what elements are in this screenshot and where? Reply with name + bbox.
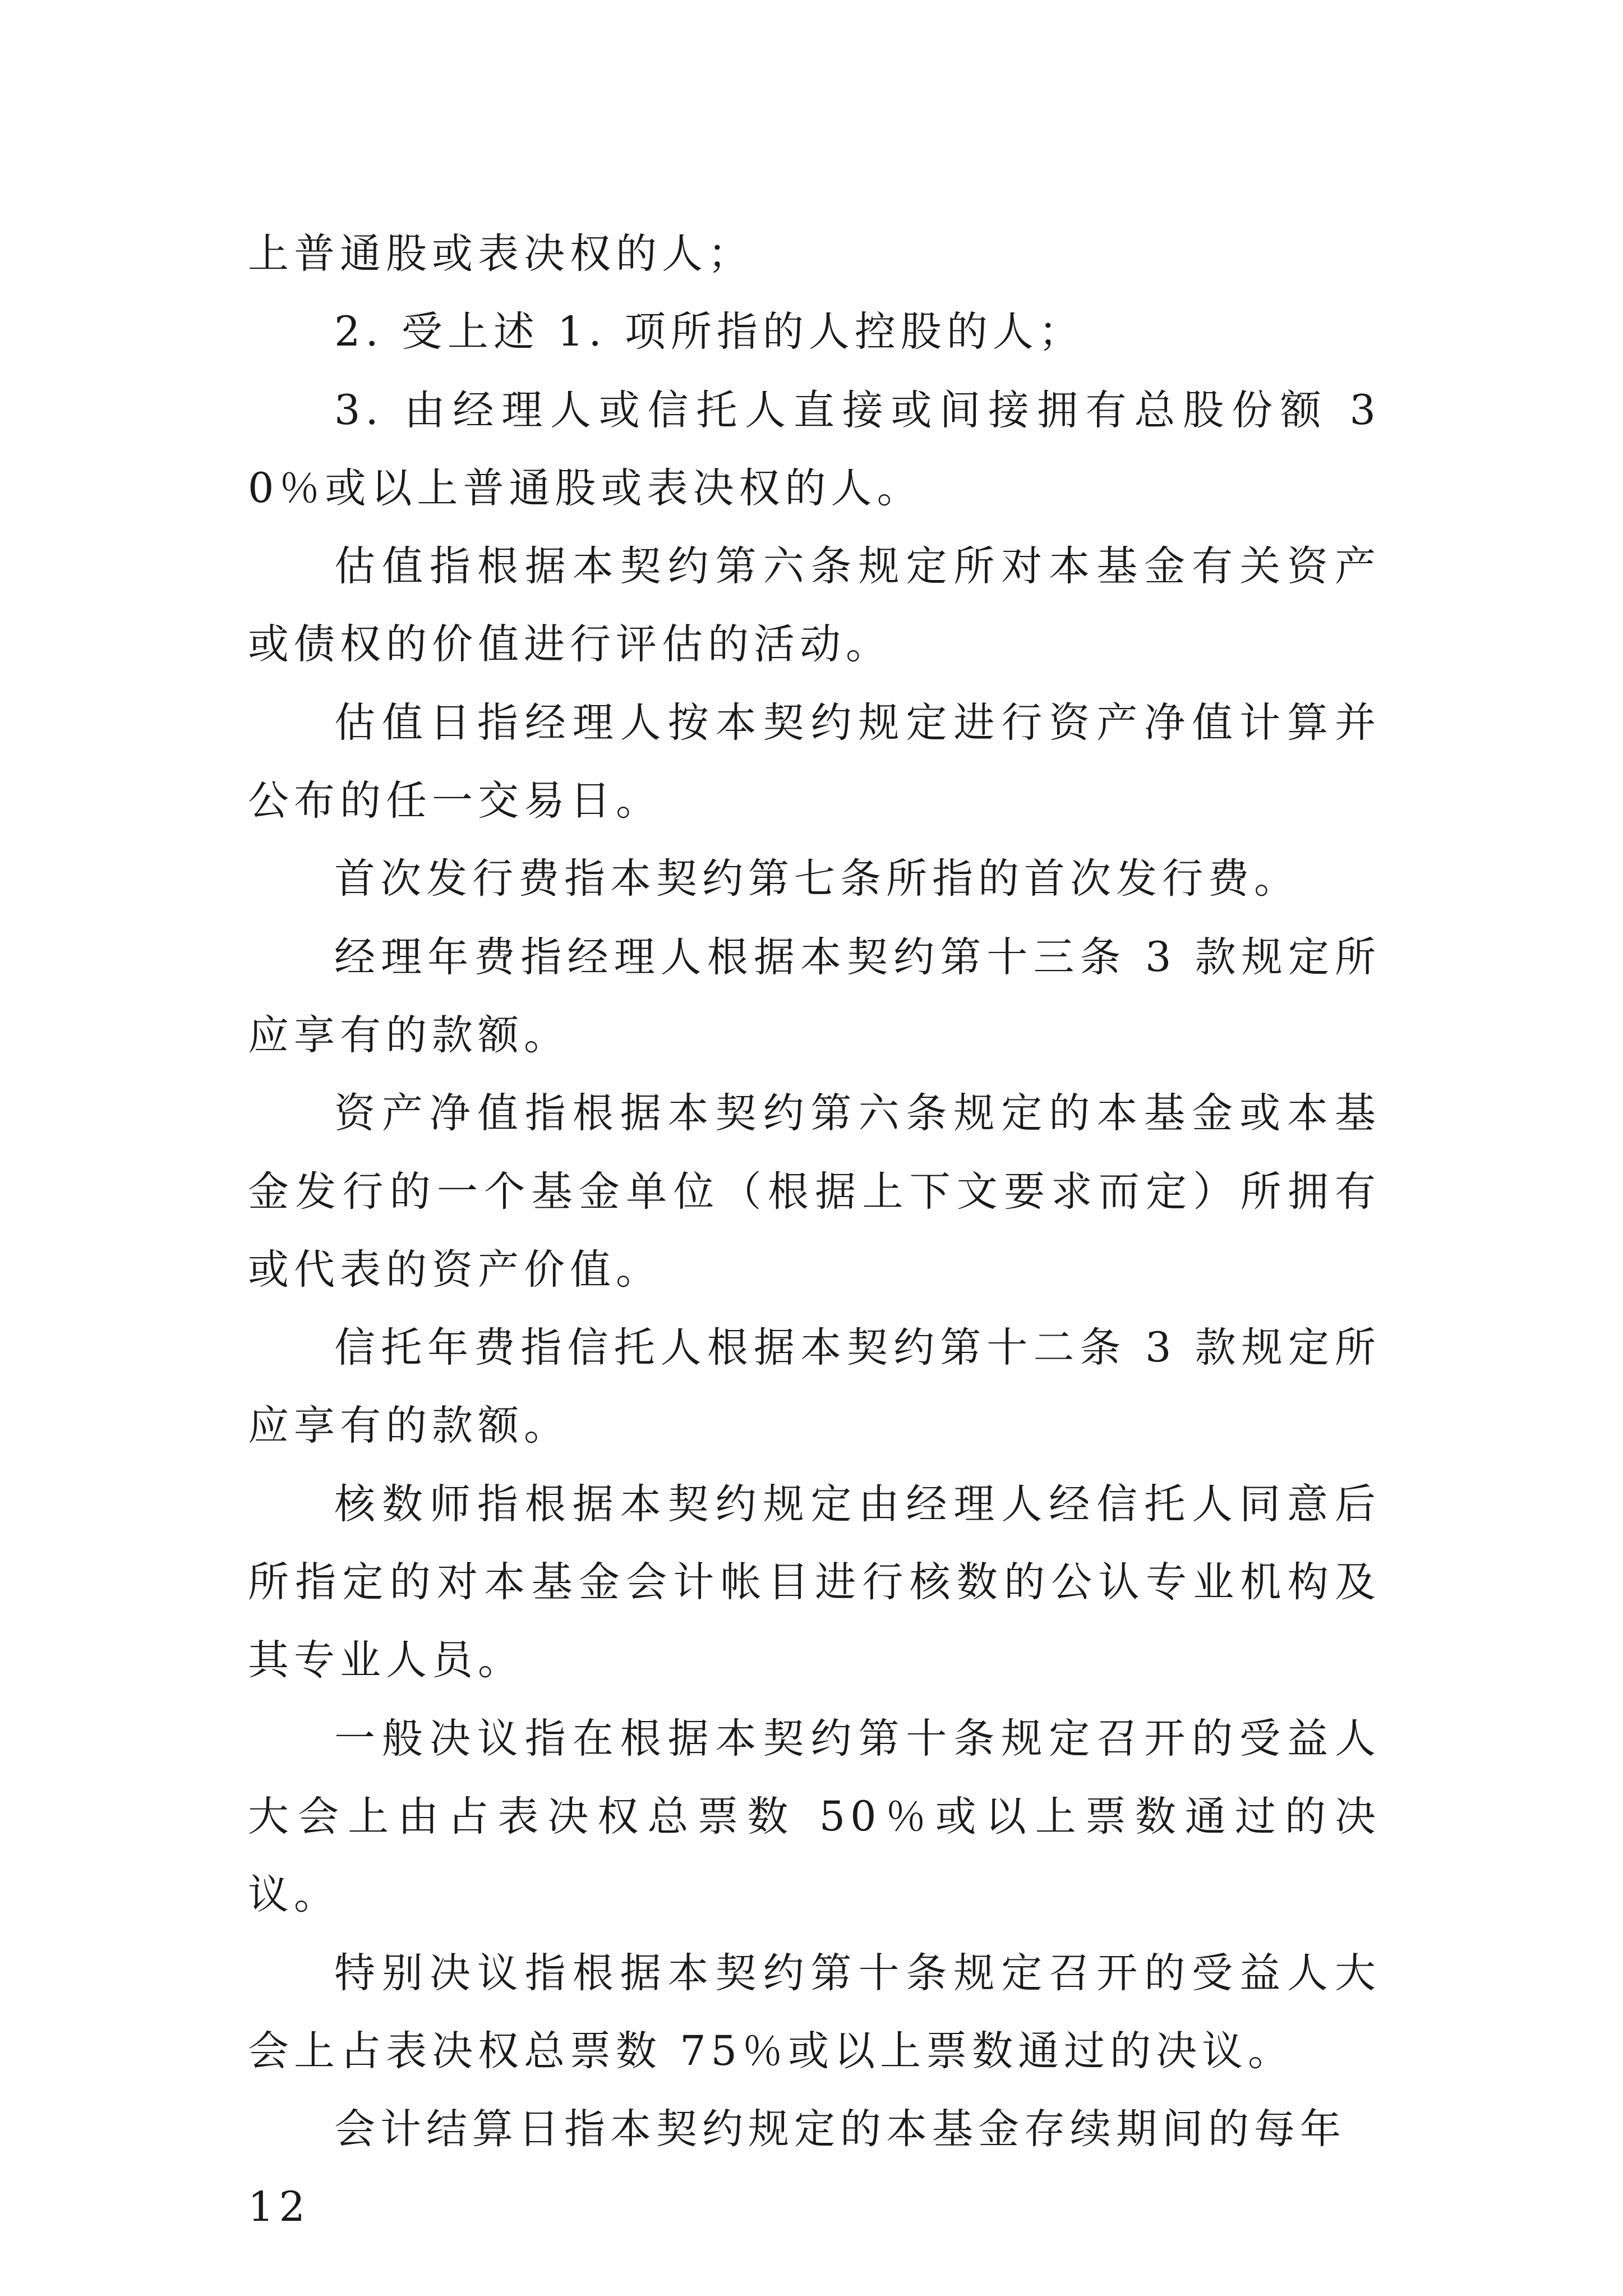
paragraph-initial-issue-fee: 首次发行费指本契约第七条所指的首次发行费。 — [334, 855, 1300, 903]
paragraph-continuation: 上普通股或表决权的人； — [248, 230, 754, 278]
paragraph-special-resolution: 特别决议指根据本契约第十条规定召开的受益人大会上占表决权总票数 75％或以上票数通过的决议。 — [248, 1949, 1381, 2075]
document-body — [248, 215, 1381, 2247]
paragraph-item-2: 2. 受上述 1. 项所指的人控股的人； — [334, 308, 1085, 356]
paragraph-ordinary-resolution: 一般决议指在根据本契约第十条规定召开的受益人大会上由占表决权总票数 50％或以上票数通过的决议。 — [248, 1714, 1381, 1919]
paragraph-net-asset-value: 资产净值指根据本契约第六条规定的本基金或本基金发行的一个基金单位（根据上下文要求而定）所拥有或代表的资产价值。 — [248, 1089, 1381, 1294]
paragraph-auditor: 核数师指根据本契约规定由经理人经信托人同意后所指定的对本基金会计帐目进行核数的公认专业机构及其专业人员。 — [248, 1480, 1381, 1685]
paragraph-manager-annual-fee: 经理年费指经理人根据本契约第十三条 3 款规定所应享有的款额。 — [248, 933, 1381, 1059]
paragraph-item-3: 3. 由经理人或信托人直接或间接拥有总股份额 30％或以上普通股或表决权的人。 — [248, 386, 1381, 512]
paragraph-trustee-annual-fee: 信托年费指信托人根据本契约第十二条 3 款规定所应享有的款额。 — [248, 1324, 1381, 1450]
paragraph-accounting-date: 会计结算日指本契约规定的本基金存续期间的每年 12 — [248, 2105, 1346, 2231]
paragraph-valuation: 估值指根据本契约第六条规定所对本基金有关资产或债权的价值进行评估的活动。 — [248, 542, 1381, 669]
paragraph-valuation-day: 估值日指经理人按本契约规定进行资产净值计算并公布的任一交易日。 — [248, 698, 1381, 825]
